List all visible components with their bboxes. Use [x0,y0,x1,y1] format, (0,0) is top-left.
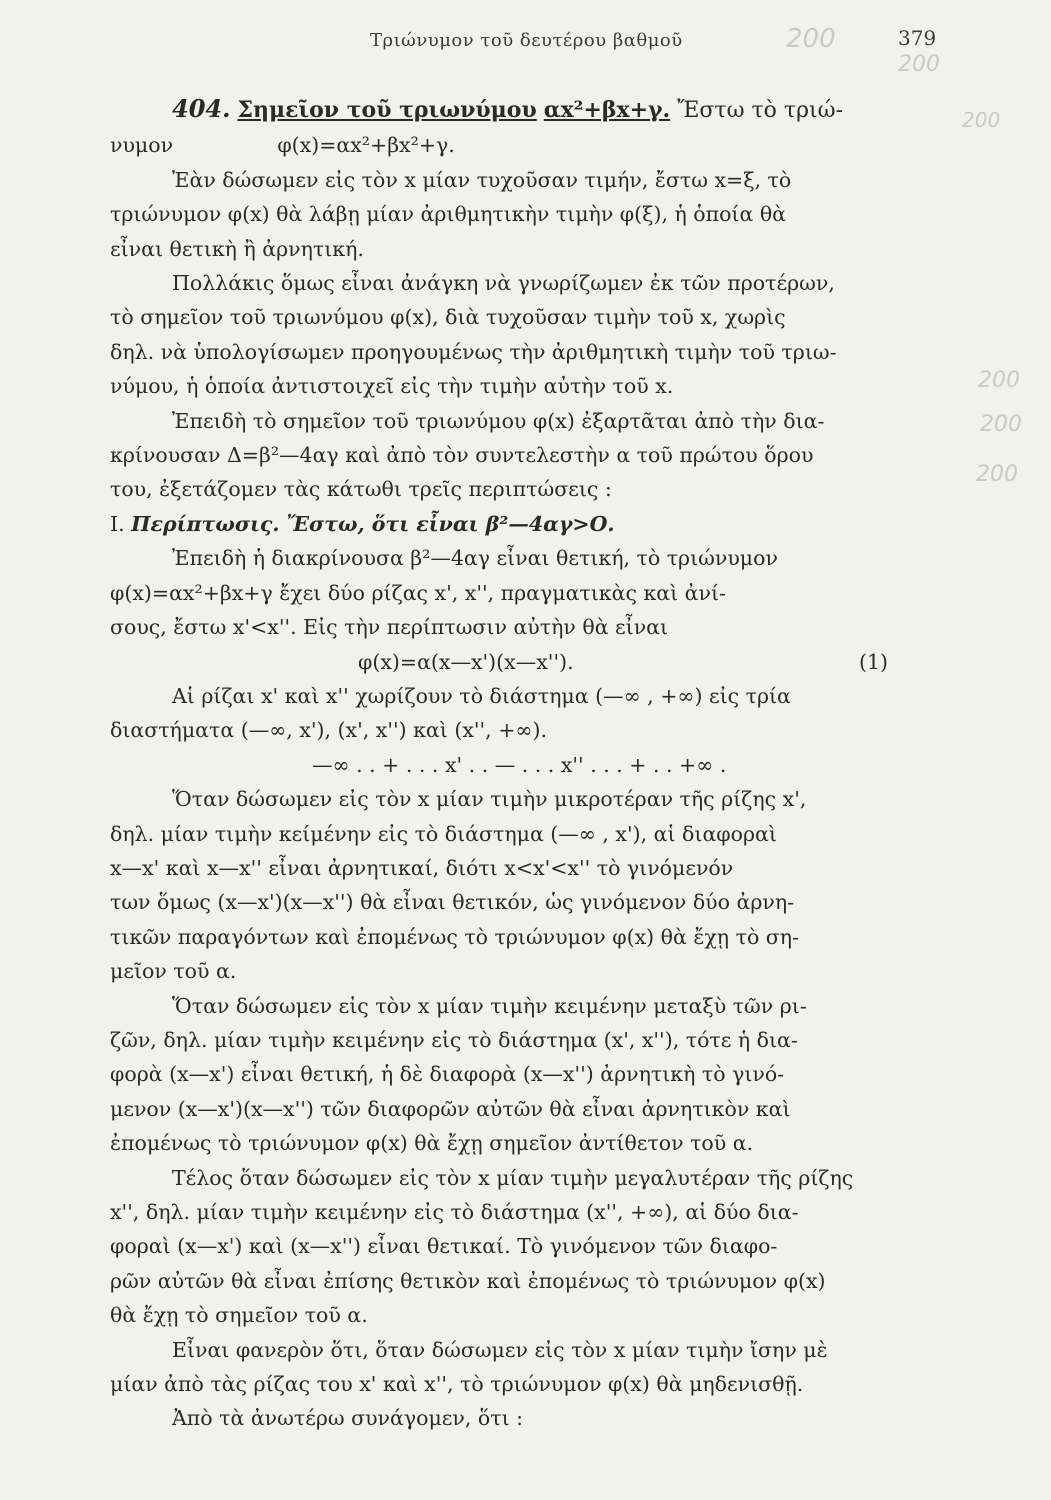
text-line: Ὅταν δώσωμεν εἰς τὸν x μίαν τιμὴν μικροτέραν τῆς ρίζης x', [172,787,807,812]
text-line: x'', δηλ. μίαν τιμὴν κειμένην εἰς τὸ διάστημα (x'', +∞), αἱ δύο δια- [110,1200,799,1224]
text-line: τριώνυμον φ(x) θὰ λάβῃ μίαν ἀριθμητικὴν τιμὴν φ(ξ), ἡ ὁποία θὰ [110,202,787,227]
equation [110,645,958,679]
number-line: —∞ . . + . . . x' . . — . . . x'' . . . + . . +∞ . [312,752,727,777]
section-heading [110,92,958,128]
pencil-note: 200 [962,108,1001,132]
text-line: νυμον φ(x)=αx²+βx²+γ. [110,133,455,158]
text-line: τικῶν παραγόντων καὶ ἐπομένως τὸ τριώνυμον φ(x) θὰ ἔχῃ τὸ ση- [110,924,800,949]
page-number: 379 [898,26,937,50]
text-line: φορὰ (x—x') εἶναι θετική, ἡ δὲ διαφορὰ (x—x'') ἀρνητικὴ τὸ γινό- [110,1062,785,1087]
text-line: Ὅταν δώσωμεν εἰς τὸν x μίαν τιμὴν κειμένην μεταξὺ τῶν ρι- [172,993,807,1018]
text-line: Πολλάκις ὅμως εἶναι ἀνάγκη νὰ γνωρίζωμεν ἐκ τῶν προτέρων, [172,271,835,296]
text-line: Ἐπειδὴ τὸ σημεῖον τοῦ τριωνύμου φ(x) ἐξαρτᾶται ἀπὸ τὴν δια- [172,408,825,433]
text-line: Ἐὰν δώσωμεν εἰς τὸν x μίαν τυχοῦσαν τιμήν, ἔστω x=ξ, τὸ [172,167,792,192]
text-line: δηλ. μίαν τιμὴν κείμένην εἰς τὸ διάστημα (—∞ , x'), αἱ διαφοραὶ [110,821,777,846]
pencil-note: 200 [898,52,940,77]
body-text [110,92,958,1436]
text-line: φ(x)=αx²+βx+γ ἔχει δύο ρίζας x', x'', πραγματικὰς καὶ ἀνί- [110,580,726,605]
text-line: μεῖον τοῦ α. [110,959,237,984]
text-line: ρῶν αὐτῶν θὰ εἶναι ἐπίσης θετικὸν καὶ ἐπομένως τὸ τριώνυμον φ(x) [110,1268,826,1293]
section-number: 404. [172,94,231,123]
pencil-note: 200 [980,412,1022,437]
text-line: μίαν ἀπὸ τὰς ρίζας του x' καὶ x'', τὸ τριώνυμον φ(x) θὰ μηδενισθῇ. [110,1372,804,1397]
text-line: Τέλος ὅταν δώσωμεν εἰς τὸν x μίαν τιμὴν μεγαλυτέραν τῆς ρίζης [172,1165,854,1190]
text-line: νύμου, ἡ ὁποία ἀντιστοιχεῖ εἰς τὴν τιμὴν αὐτὴν τοῦ x. [110,374,674,399]
section-title-formula: αx²+βx+γ. [543,97,671,123]
text-line: Αἱ ρίζαι x' καὶ x'' χωρίζουν τὸ διάστημα (—∞ , +∞) εἰς τρία [172,683,791,708]
text-line: Ἐπειδὴ ἡ διακρίνουσα β²—4αγ εἶναι θετική, τὸ τριώνυμον [172,546,778,571]
page-header [0,22,1051,62]
text-line: δηλ. νὰ ὑπολογίσωμεν προηγουμένως τὴν ἀριθμητικὴ τιμὴν τοῦ τριω- [110,339,837,364]
text-line: θὰ ἔχῃ τὸ σημεῖον τοῦ α. [110,1303,368,1328]
text-line: φοραὶ (x—x') καὶ (x—x'') εἶναι θετικαί. Τὸ γινόμενον τῶν διαφο- [110,1234,778,1259]
pencil-note: 200 [978,368,1020,393]
text-line: εἶναι θετικὴ ἢ ἀρνητική. [110,236,364,261]
equation-text: φ(x)=α(x—x')(x—x''). [358,649,574,674]
pencil-note: 200 [976,462,1018,487]
text-line: Εἶναι φανερὸν ὅτι, ὅταν δώσωμεν εἰς τὸν x μίαν τιμὴν ἴσην μὲ [172,1337,828,1362]
text-line: x—x' καὶ x—x'' εἶναι ἀρνητικαί, διότι x<x'<x'' τὸ γινόμενόν [110,855,734,880]
text-line: κρίνουσαν Δ=β²—4αγ καὶ ἀπὸ τὸν συντελεστὴν α τοῦ πρώτου ὅρου [110,443,814,468]
section-title: Σημεῖον τοῦ τριωνύμου [237,97,537,123]
text-line: των ὅμως (x—x')(x—x'') θὰ εἶναι θετικόν, ὡς γινόμενον δύο ἀρνη- [110,890,795,915]
case-text: Περίπτωσις. Ἔστω, ὅτι εἶναι β²—4αγ>Ο. [131,511,615,536]
running-title: Τριώνυμον τοῦ δευτέρου βαθμοῦ [370,30,683,51]
section-lead: Ἔστω τὸ τριώ- [677,98,844,123]
text-line: τὸ σημεῖον τοῦ τριωνύμου φ(x), διὰ τυχοῦσαν τιμὴν τοῦ x, χωρὶς [110,305,786,330]
text-line: του, ἐξετάζομεν τὰς κάτωθι τρεῖς περιπτώσεις : [110,477,612,502]
text-line: σους, ἔστω x'<x''. Εἰς τὴν περίπτωσιν αὐτὴν θὰ εἶναι [110,615,669,640]
text-line: ζῶν, δηλ. μίαν τιμὴν κειμένην εἰς τὸ διάστημα (x', x''), τότε ἡ δια- [110,1027,798,1052]
text-line: διαστήματα (—∞, x'), (x', x'') καὶ (x'', +∞). [110,718,547,743]
case-label: Ι. [110,511,125,536]
text-line: ἐπομένως τὸ τριώνυμον φ(x) θὰ ἔχῃ σημεῖον ἀντίθετον τοῦ α. [110,1131,754,1156]
equation-number: (1) [858,649,888,674]
case-heading [110,507,958,541]
pencil-note: 200 [786,24,836,54]
text-line: Ἀπὸ τὰ ἀνωτέρω συνάγομεν, ὅτι : [172,1406,524,1431]
text-line: μενον (x—x')(x—x'') τῶν διαφορῶν αὐτῶν θὰ εἶναι ἀρνητικὸν καὶ [110,1096,791,1121]
